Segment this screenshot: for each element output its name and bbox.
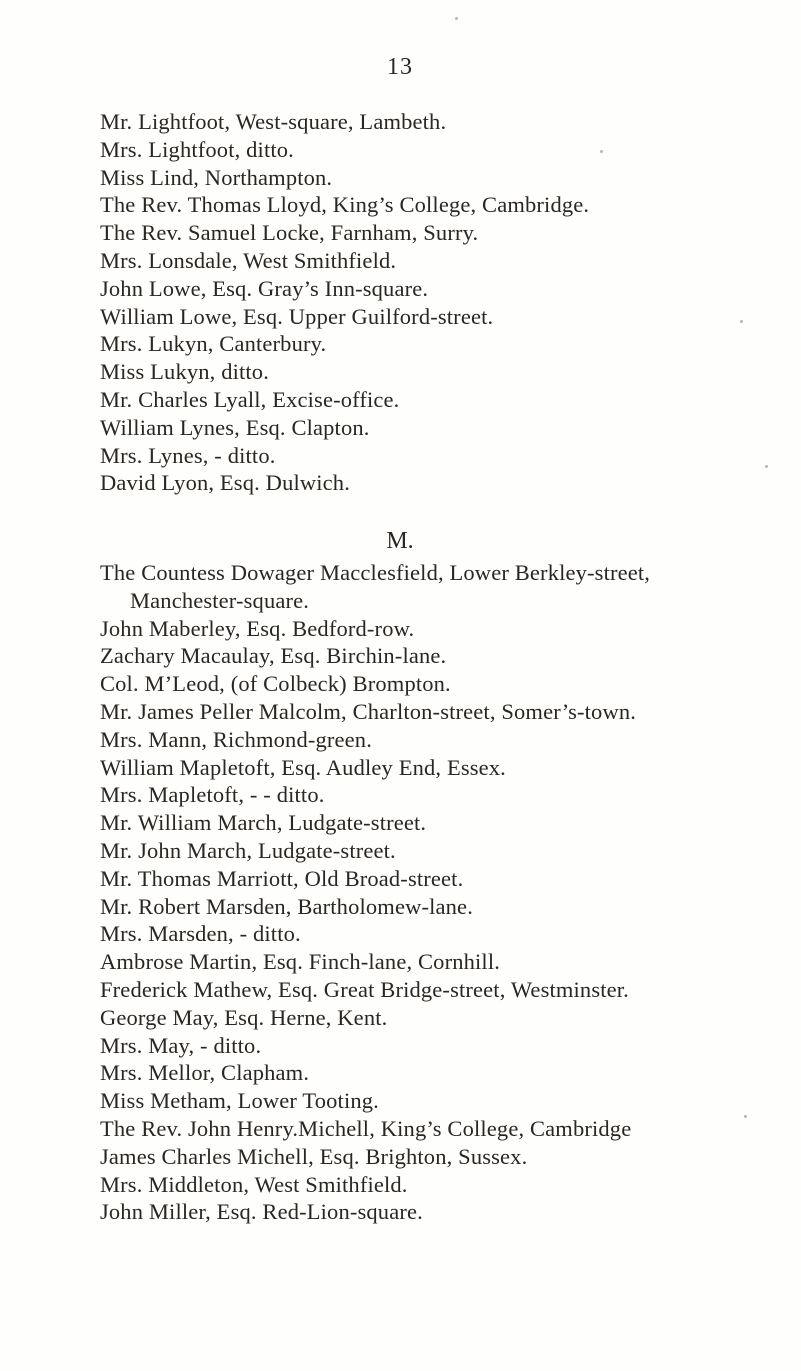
- subscriber-entry: Mrs. May, - ditto.: [100, 1032, 262, 1058]
- subscriber-entry: Frederick Mathew, Esq. Great Bridge-street, Westminster.: [100, 976, 629, 1002]
- subscriber-entry: Mr. Thomas Marriott, Old Broad-street.: [100, 865, 464, 891]
- subscriber-entry: John Lowe, Esq. Gray’s Inn-square.: [100, 275, 429, 301]
- subscriber-entry: Col. M’Leod, (of Colbeck) Brompton.: [100, 671, 451, 697]
- subscriber-entry: The Rev. Thomas Lloyd, King’s College, Cambridge.: [100, 192, 590, 218]
- subscriber-entry: Miss Lukyn, ditto.: [100, 359, 269, 385]
- subscriber-entry: William Mapletoft, Esq. Audley End, Essex.: [100, 754, 506, 780]
- subscriber-entry: Mrs. Lonsdale, West Smithfield.: [100, 247, 397, 273]
- paper-speck: [740, 320, 743, 323]
- subscriber-entry: Mrs. Mellor, Clapham.: [100, 1060, 310, 1086]
- subscriber-entry: Mr. John March, Ludgate-street.: [100, 837, 396, 863]
- subscriber-entry: Mr. William March, Ludgate-street.: [100, 810, 427, 836]
- subscriber-entry: David Lyon, Esq. Dulwich.: [100, 470, 350, 496]
- subscriber-entry: Mrs. Mann, Richmond-green.: [100, 726, 372, 752]
- subscriber-entry-continuation: Manchester-square.: [130, 587, 310, 613]
- paper-speck: [600, 150, 603, 153]
- paper-speck: [765, 465, 768, 468]
- subscriber-list-l: [100, 108, 800, 497]
- subscriber-entry: Mrs. Lukyn, Canterbury.: [100, 331, 327, 357]
- subscriber-entry: Miss Lind, Northampton.: [100, 164, 333, 190]
- subscriber-entry: Mrs. Lynes, - ditto.: [100, 442, 276, 468]
- subscriber-entry: Mr. Charles Lyall, Excise-office.: [100, 386, 400, 412]
- subscriber-entry: Mrs. Middleton, West Smithfield.: [100, 1171, 408, 1197]
- paper-speck: [455, 17, 458, 20]
- subscriber-entry: The Rev. John Henry.Michell, King’s College, Cambridge: [100, 1115, 632, 1141]
- section-heading-m: M.: [386, 528, 414, 554]
- subscriber-entry: Mr. Robert Marsden, Bartholomew-lane.: [100, 893, 473, 919]
- page-number: 13: [387, 54, 413, 80]
- subscriber-entry: William Lowe, Esq. Upper Guilford-street.: [100, 303, 494, 329]
- subscriber-entry: Mrs. Marsden, - ditto.: [100, 921, 301, 947]
- subscriber-entry: Mr. Lightfoot, West-square, Lambeth.: [100, 109, 447, 134]
- subscriber-entry: Ambrose Martin, Esq. Finch-lane, Cornhill.: [100, 949, 500, 975]
- subscriber-entry: Mr. James Peller Malcolm, Charlton-street, Somer’s-town.: [100, 698, 637, 724]
- subscriber-list-m: [100, 559, 800, 1226]
- subscriber-entry: George May, Esq. Herne, Kent.: [100, 1004, 388, 1030]
- subscriber-entry: John Miller, Esq. Red-Lion-square.: [100, 1199, 423, 1225]
- subscriber-entry: Zachary Macaulay, Esq. Birchin-lane.: [100, 643, 447, 669]
- subscriber-entry: The Countess Dowager Macclesfield, Lower Berkley-street,: [100, 560, 651, 585]
- subscriber-entry: The Rev. Samuel Locke, Farnham, Surry.: [100, 220, 479, 246]
- subscriber-entry: Miss Metham, Lower Tooting.: [100, 1088, 379, 1114]
- subscriber-entry: Mrs. Lightfoot, ditto.: [100, 136, 294, 162]
- subscriber-entry: Mrs. Mapletoft, - - ditto.: [100, 782, 325, 808]
- paper-speck: [744, 1115, 747, 1118]
- subscriber-entry: William Lynes, Esq. Clapton.: [100, 414, 370, 440]
- subscriber-entry: James Charles Michell, Esq. Brighton, Sussex.: [100, 1143, 528, 1169]
- subscriber-entry: John Maberley, Esq. Bedford-row.: [100, 615, 415, 641]
